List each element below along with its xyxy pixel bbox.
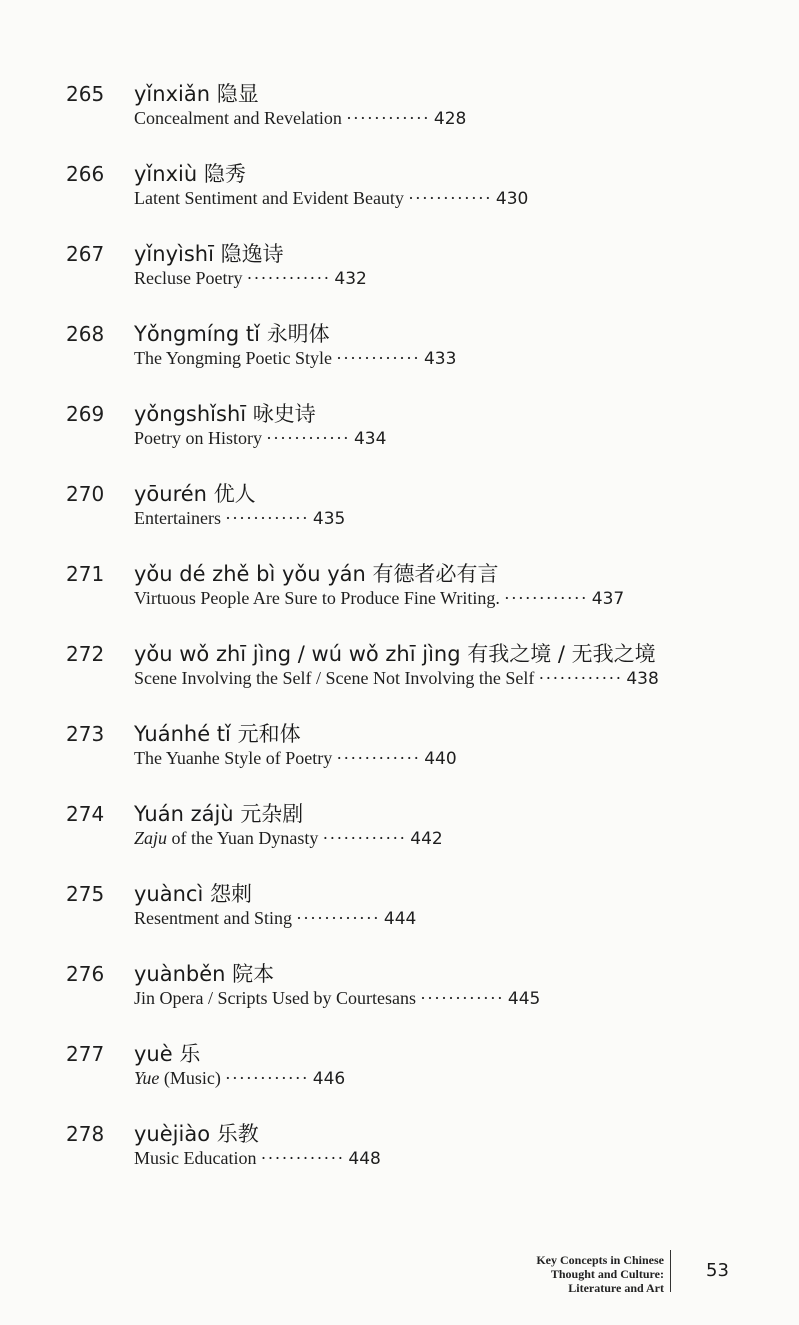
entry-hanzi: 永明体 — [266, 322, 330, 346]
entry-title-italic: Zaju — [134, 828, 168, 848]
entry-278 — [0, 1114, 799, 1194]
entry-page: 428 — [433, 109, 467, 129]
entry-hanzi: 有德者必有言 — [372, 562, 499, 586]
entry-title: of the Yuan Dynasty — [167, 828, 319, 848]
entry-number: 278 — [66, 1122, 105, 1146]
entry-page: 446 — [312, 1069, 346, 1089]
entry-270 — [0, 474, 799, 554]
entry-pinyin: yǐnxiǎn — [134, 82, 211, 106]
entry-number: 277 — [66, 1042, 105, 1066]
entry-title: Music Education — [134, 1148, 257, 1168]
entry-number: 275 — [66, 882, 105, 906]
entry-translation — [134, 108, 466, 129]
entry-hanzi: 元杂剧 — [240, 802, 304, 826]
entry-number: 268 — [66, 322, 105, 346]
entry-title: (Music) — [159, 1068, 221, 1088]
entry-page: 440 — [424, 749, 457, 769]
entry-274 — [0, 794, 799, 874]
entry-translation — [134, 588, 624, 609]
entry-translation — [134, 828, 443, 849]
dot-leader: ············ — [295, 908, 380, 928]
entry-translation — [134, 188, 528, 209]
dot-leader: ············ — [224, 508, 309, 528]
entry-translation — [134, 428, 386, 449]
dot-leader: ············ — [503, 588, 588, 608]
entry-pinyin: yuàncì — [134, 882, 204, 906]
page-number: 53 — [706, 1260, 729, 1281]
entry-265 — [0, 74, 799, 154]
entry-pinyin: yuèjiào — [134, 1122, 211, 1146]
entry-hanzi: 优人 — [213, 482, 256, 506]
entry-hanzi: 乐教 — [216, 1122, 259, 1146]
dot-leader: ············ — [336, 748, 421, 768]
entry-title: Resentment and Sting — [134, 908, 292, 928]
entry-hanzi: 咏史诗 — [252, 402, 316, 426]
dot-leader: ············ — [246, 268, 331, 288]
entry-pinyin: yǒngshǐshī — [134, 402, 247, 426]
dot-leader: ············ — [322, 828, 407, 848]
entry-heading — [134, 958, 274, 988]
footer-title-line: Key Concepts in Chinese — [536, 1253, 664, 1267]
entry-heading — [134, 78, 259, 108]
dot-leader: ············ — [538, 668, 623, 688]
entry-273 — [0, 714, 799, 794]
entry-pinyin: yǒu dé zhě bì yǒu yán — [134, 562, 366, 586]
entry-translation — [134, 268, 367, 289]
entry-page: 433 — [423, 349, 457, 369]
dot-leader: ············ — [266, 428, 350, 448]
dot-leader: ············ — [336, 348, 420, 368]
entry-number: 266 — [66, 162, 105, 186]
entry-pinyin: yuè — [134, 1042, 173, 1066]
entry-pinyin: yǐnyìshī — [134, 242, 214, 266]
entry-hanzi: 隐显 — [216, 82, 259, 106]
entry-hanzi: 有我之境 / 无我之境 — [467, 642, 656, 666]
entry-268 — [0, 314, 799, 394]
entry-heading — [134, 558, 499, 588]
dot-leader: ············ — [260, 1148, 345, 1168]
entry-translation — [134, 668, 659, 689]
entry-page: 448 — [348, 1149, 381, 1169]
entry-translation — [134, 748, 457, 769]
entry-269 — [0, 394, 799, 474]
entry-title: The Yuanhe Style of Poetry — [134, 748, 333, 768]
entry-277 — [0, 1034, 799, 1114]
entry-275 — [0, 874, 799, 954]
entry-page: 444 — [383, 909, 417, 929]
entry-title: Jin Opera / Scripts Used by Courtesans — [134, 988, 416, 1008]
entry-heading — [134, 158, 246, 188]
footer-title-line: Literature and Art — [568, 1281, 664, 1295]
entry-number: 265 — [66, 82, 105, 106]
entry-page: 445 — [507, 989, 541, 1009]
entry-pinyin: yǒu wǒ zhī jìng / wú wǒ zhī jìng — [134, 642, 461, 666]
entry-number: 274 — [66, 802, 105, 826]
entry-page: 435 — [312, 509, 346, 529]
entry-heading — [134, 1038, 200, 1068]
entry-number: 267 — [66, 242, 105, 266]
entry-title: Scene Involving the Self / Scene Not Involving the Self — [134, 668, 535, 688]
entry-pinyin: yuànběn — [134, 962, 226, 986]
entry-heading — [134, 638, 656, 668]
dot-leader: ············ — [345, 108, 430, 128]
dot-leader: ············ — [407, 188, 492, 208]
entry-hanzi: 怨刺 — [209, 882, 252, 906]
entry-list — [0, 74, 799, 1194]
entry-hanzi: 院本 — [232, 962, 275, 986]
entry-heading — [134, 478, 256, 508]
entry-276 — [0, 954, 799, 1034]
entry-translation — [134, 1148, 381, 1169]
dot-leader: ············ — [224, 1068, 309, 1088]
entry-page: 437 — [591, 589, 625, 609]
entry-hanzi: 乐 — [179, 1042, 201, 1066]
entry-title-italic: Yue — [134, 1068, 160, 1088]
entry-271 — [0, 554, 799, 634]
entry-272 — [0, 634, 799, 714]
entry-number: 271 — [66, 562, 105, 586]
entry-translation — [134, 988, 540, 1009]
entry-pinyin: yōurén — [134, 482, 207, 506]
entry-number: 270 — [66, 482, 105, 506]
entry-267 — [0, 234, 799, 314]
entry-hanzi: 元和体 — [237, 722, 301, 746]
entry-translation — [134, 348, 456, 369]
entry-page: 432 — [334, 269, 367, 289]
entry-title: Poetry on History — [134, 428, 262, 448]
entry-heading — [134, 318, 330, 348]
dot-leader: ············ — [419, 988, 504, 1008]
entry-number: 269 — [66, 402, 105, 426]
entry-pinyin: Yǒngmíng tǐ — [134, 322, 260, 346]
entry-hanzi: 隐秀 — [203, 162, 246, 186]
entry-heading — [134, 398, 316, 428]
entry-translation — [134, 908, 416, 929]
entry-title: Recluse Poetry — [134, 268, 243, 288]
footer-title-line: Thought and Culture: — [550, 1267, 664, 1281]
entry-number: 276 — [66, 962, 105, 986]
entry-number: 273 — [66, 722, 105, 746]
entry-title: The Yongming Poetic Style — [134, 348, 333, 368]
entry-title: Latent Sentiment and Evident Beauty — [134, 188, 404, 208]
entry-title: Concealment and Revelation — [134, 108, 342, 128]
entry-hanzi: 隐逸诗 — [220, 242, 284, 266]
entry-heading — [134, 878, 252, 908]
entry-page: 438 — [626, 669, 659, 689]
entry-266 — [0, 154, 799, 234]
entry-translation — [134, 1068, 345, 1089]
entry-heading — [134, 718, 301, 748]
entry-pinyin: yǐnxiù — [134, 162, 198, 186]
entry-page: 434 — [353, 429, 387, 449]
entry-heading — [134, 1118, 259, 1148]
footer-divider — [670, 1250, 671, 1292]
running-footer-title — [444, 1253, 664, 1295]
entry-title: Entertainers — [134, 508, 221, 528]
entry-heading — [134, 238, 284, 268]
entry-heading — [134, 798, 303, 828]
entry-pinyin: Yuán zájù — [134, 802, 234, 826]
entry-page: 430 — [495, 189, 529, 209]
entry-page: 442 — [410, 829, 443, 849]
entry-title: Virtuous People Are Sure to Produce Fine Writing. — [134, 588, 500, 608]
entry-pinyin: Yuánhé tǐ — [134, 722, 231, 746]
entry-translation — [134, 508, 345, 529]
entry-number: 272 — [66, 642, 105, 666]
